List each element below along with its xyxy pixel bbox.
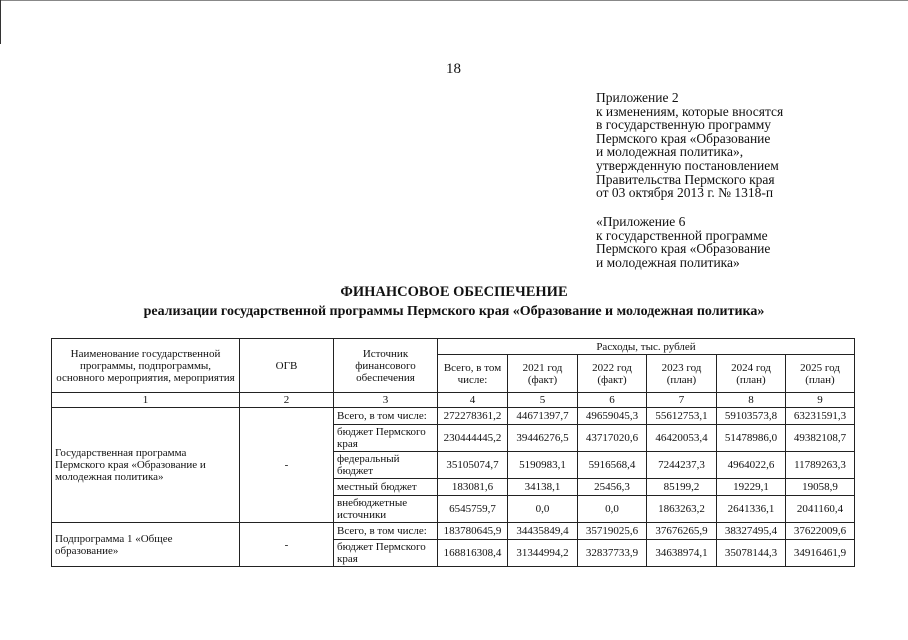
value-cell: 85199,2: [647, 479, 717, 496]
value-cell: 34916461,9: [786, 540, 855, 567]
value-cell: 31344994,2: [508, 540, 578, 567]
appendix-line: в государственную программу: [596, 117, 772, 133]
appendix-line: Приложение 2: [596, 90, 679, 105]
value-cell: 35719025,6: [578, 523, 647, 540]
appendix6-line: и молодежная политика»: [596, 254, 740, 270]
value-cell: 63231591,3: [786, 408, 855, 425]
value-cell: 35105074,7: [438, 452, 508, 479]
value-cell: 34638974,1: [647, 540, 717, 567]
col-number: 8: [717, 393, 786, 408]
value-cell: 5916568,4: [578, 452, 647, 479]
source-cell: Всего, в том числе:: [334, 408, 438, 425]
value-cell: 168816308,4: [438, 540, 508, 567]
value-cell: 19058,9: [786, 479, 855, 496]
appendix-2-block: [596, 91, 783, 200]
value-cell: 55612753,1: [647, 408, 717, 425]
value-cell: 59103573,8: [717, 408, 786, 425]
source-cell: местный бюджет: [334, 479, 438, 496]
header-year-2023: 2023 год (план): [647, 355, 717, 393]
col-number: 6: [578, 393, 647, 408]
header-expenses: Расходы, тыс. рублей: [438, 339, 855, 355]
value-cell: 38327495,4: [717, 523, 786, 540]
value-cell: 37622009,6: [786, 523, 855, 540]
col-number: 9: [786, 393, 855, 408]
value-cell: 183081,6: [438, 479, 508, 496]
value-cell: 43717020,6: [578, 425, 647, 452]
value-cell: 183780645,9: [438, 523, 508, 540]
subprogram-name: Подпрограмма 1 «Общее образование»: [52, 523, 240, 567]
value-cell: 32837733,9: [578, 540, 647, 567]
value-cell: 4964022,6: [717, 452, 786, 479]
table-row: [52, 523, 855, 540]
value-cell: 272278361,2: [438, 408, 508, 425]
value-cell: 39446276,5: [508, 425, 578, 452]
header-source: Источник финансового обеспечения: [334, 339, 438, 393]
column-number-row: [52, 393, 855, 408]
value-cell: 49382108,7: [786, 425, 855, 452]
appendix6-line: Пермского края «Образование: [596, 241, 771, 257]
program-name: Государственная программа Пермского края «Образование и молодежная политика»: [52, 408, 240, 523]
value-cell: 1863263,2: [647, 496, 717, 523]
header-year-2022: 2022 год (факт): [578, 355, 647, 393]
value-cell: 19229,1: [717, 479, 786, 496]
scan-border-left: [0, 0, 1, 44]
scan-border-top: [0, 0, 908, 1]
appendix-6-block: [596, 215, 770, 269]
col-number: 1: [52, 393, 240, 408]
value-cell: 11789263,3: [786, 452, 855, 479]
source-cell: Всего, в том числе:: [334, 523, 438, 540]
document-title: ФИНАНСОВОЕ ОБЕСПЕЧЕНИЕ: [340, 284, 568, 300]
value-cell: 2041160,4: [786, 496, 855, 523]
appendix-line: от 03 октября 2013 г. № 1318-п: [596, 185, 774, 201]
header-year-2024: 2024 год (план): [717, 355, 786, 393]
value-cell: 2641336,1: [717, 496, 786, 523]
value-cell: 51478986,0: [717, 425, 786, 452]
header-year-2021: 2021 год (факт): [508, 355, 578, 393]
col-number: 3: [334, 393, 438, 408]
header-name: Наименование государственной программы, подпрограммы, основного мероприятия, мероприятия: [52, 339, 240, 393]
table-row: [52, 408, 855, 425]
ogv-cell: -: [240, 523, 334, 567]
value-cell: 37676265,9: [647, 523, 717, 540]
col-number: 2: [240, 393, 334, 408]
document-subtitle: реализации государственной программы Пермского края «Образование и молодежная политика»: [143, 304, 765, 319]
value-cell: 5190983,1: [508, 452, 578, 479]
appendix-line: Правительства Пермского края: [596, 171, 775, 187]
value-cell: 34138,1: [508, 479, 578, 496]
value-cell: 35078144,3: [717, 540, 786, 567]
value-cell: 6545759,7: [438, 496, 508, 523]
financing-table: [51, 338, 855, 567]
ogv-cell: -: [240, 408, 334, 523]
header-ogv: ОГВ: [240, 339, 334, 393]
value-cell: 7244237,3: [647, 452, 717, 479]
value-cell: 44671397,7: [508, 408, 578, 425]
appendix6-line: «Приложение 6: [596, 214, 686, 229]
header-year-2025: 2025 год (план): [786, 355, 855, 393]
source-cell: федеральный бюджет: [334, 452, 438, 479]
appendix6-line: к государственной программе: [596, 227, 768, 243]
appendix-line: утвержденную постановлением: [596, 157, 779, 173]
value-cell: 230444445,2: [438, 425, 508, 452]
appendix-line: к изменениям, которые вносятся: [596, 103, 784, 119]
appendix-line: и молодежная политика»,: [596, 144, 744, 160]
value-cell: 0,0: [508, 496, 578, 523]
value-cell: 49659045,3: [578, 408, 647, 425]
source-cell: внебюджетные источники: [334, 496, 438, 523]
col-number: 7: [647, 393, 717, 408]
page-number: 18: [446, 61, 461, 77]
source-cell: бюджет Пермского края: [334, 425, 438, 452]
col-number: 4: [438, 393, 508, 408]
appendix-line: Пермского края «Образование: [596, 130, 771, 146]
source-cell: бюджет Пермского края: [334, 540, 438, 567]
value-cell: 34435849,4: [508, 523, 578, 540]
value-cell: 46420053,4: [647, 425, 717, 452]
value-cell: 25456,3: [578, 479, 647, 496]
header-total: Всего, в том числе:: [438, 355, 508, 393]
value-cell: 0,0: [578, 496, 647, 523]
col-number: 5: [508, 393, 578, 408]
